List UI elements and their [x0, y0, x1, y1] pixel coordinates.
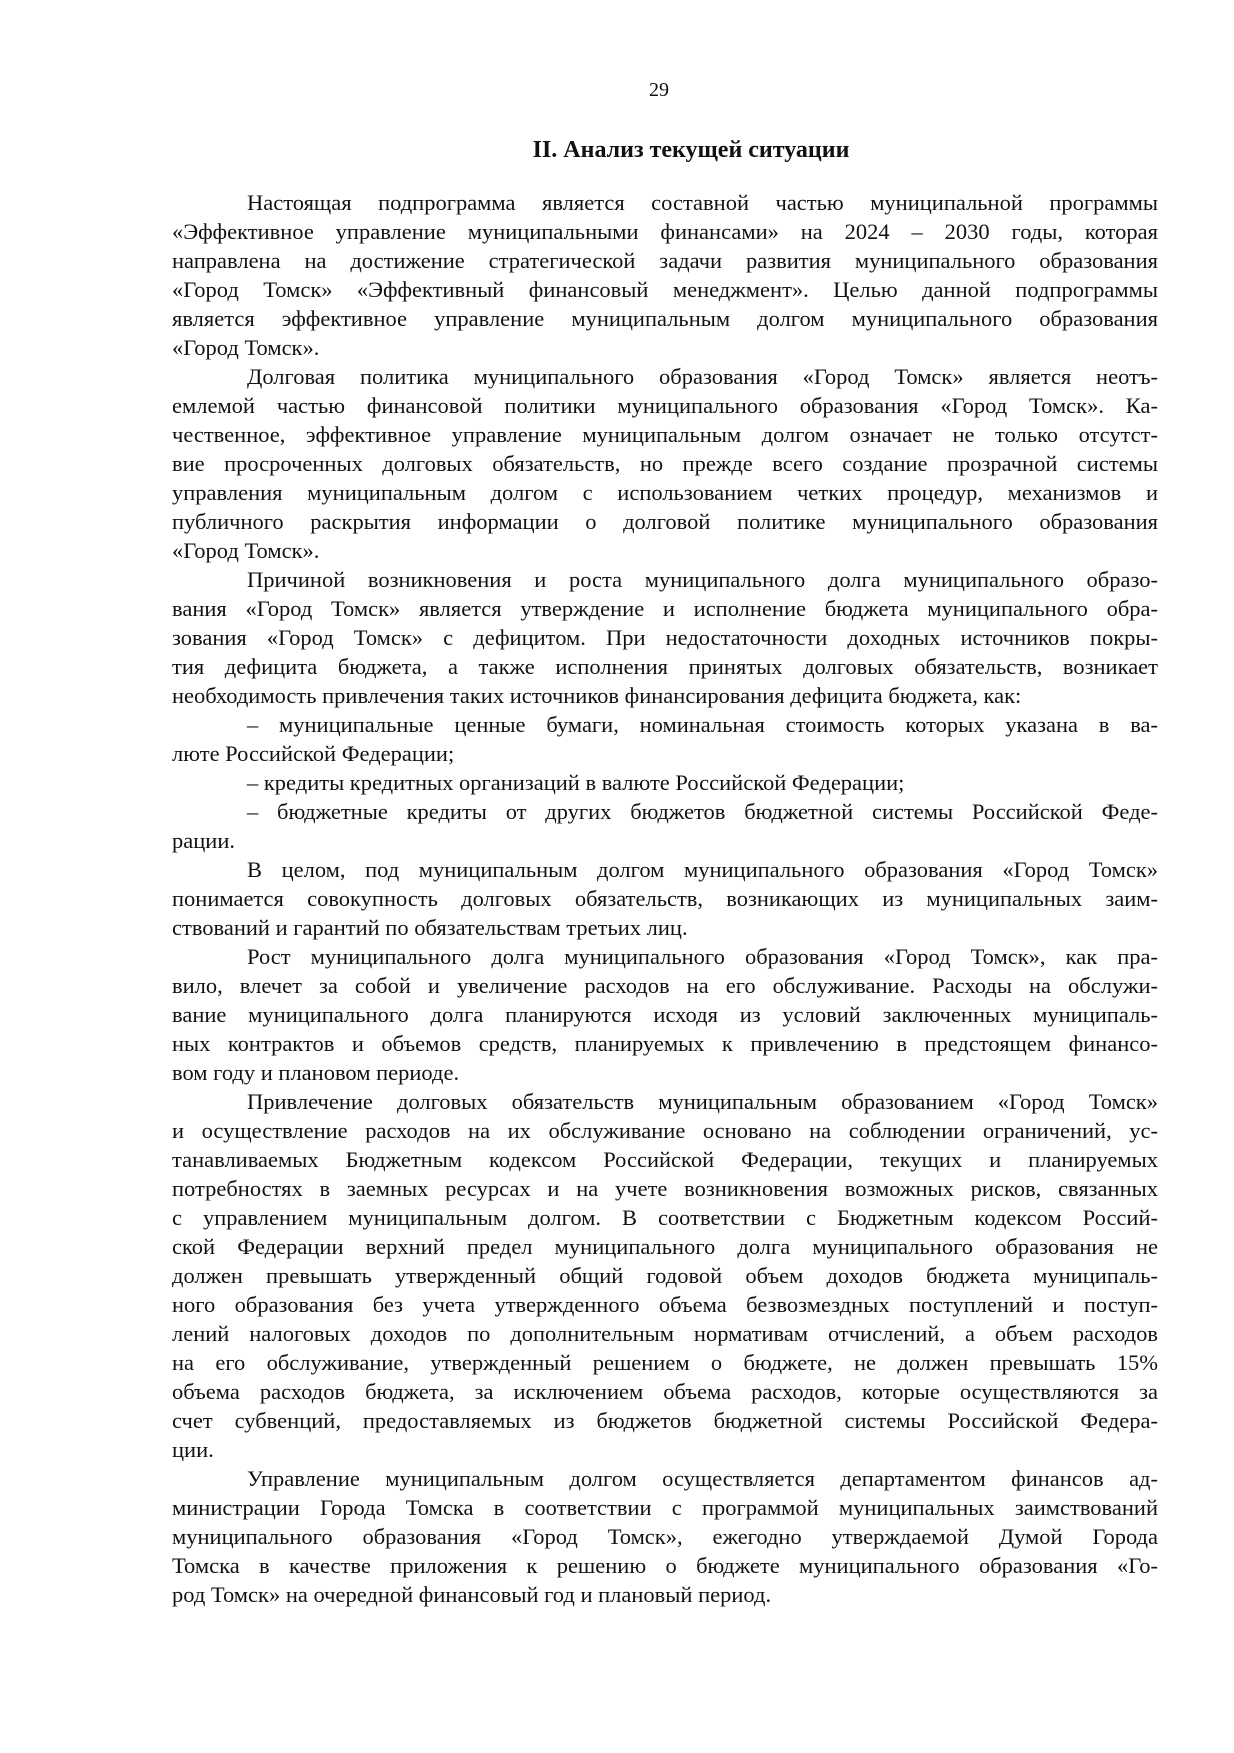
text-line: вие просроченных долговых обязательств, но прежде всего создание прозрачной системы — [172, 451, 1158, 476]
text-line: управления муниципальным долгом с использованием четких процедур, механизмов и — [172, 480, 1158, 505]
text-line: Настоящая подпрограмма является составной частью муниципальной программы — [247, 190, 1158, 215]
text-line: на его обслуживание, утвержденный решением о бюджете, не должен превышать 15% — [172, 1350, 1158, 1375]
text-line: «Город Томск». — [172, 335, 320, 360]
text-line: понимается совокупность долговых обязательств, возникающих из муниципальных заим- — [172, 886, 1158, 911]
paragraph — [172, 797, 1158, 855]
paragraph — [172, 565, 1158, 710]
text-line: «Город Томск». — [172, 538, 320, 563]
paragraph — [172, 768, 1158, 797]
text-line: Долговая политика муниципального образования «Город Томск» является неотъ- — [247, 364, 1158, 389]
paragraph — [172, 942, 1158, 1087]
text-line: необходимость привлечения таких источников финансирования дефицита бюджета, как: — [172, 683, 1022, 708]
text-line: должен превышать утвержденный общий годовой объем доходов бюджета муниципаль- — [172, 1263, 1158, 1288]
text-line: род Томск» на очередной финансовый год и плановый период. — [172, 1582, 772, 1607]
paragraph — [172, 362, 1158, 565]
text-line: лений налоговых доходов по дополнительным нормативам отчислений, а объем расходов — [172, 1321, 1158, 1346]
text-line: Рост муниципального долга муниципального образования «Город Томск», как пра- — [247, 944, 1158, 969]
text-line: направлена на достижение стратегической задачи развития муниципального образования — [172, 248, 1158, 273]
text-line: вание муниципального долга планируются исходя из условий заключенных муниципаль- — [172, 1002, 1158, 1027]
text-line: потребностях в заемных ресурсах и на учете возникновения возможных рисков, связанных — [172, 1176, 1158, 1201]
text-line: «Эффективное управление муниципальными финансами» на 2024 – 2030 годы, которая — [172, 219, 1158, 244]
text-line: является эффективное управление муниципальным долгом муниципального образования — [172, 306, 1158, 331]
text-line: тия дефицита бюджета, а также исполнения принятых долговых обязательств, возникает — [172, 654, 1158, 679]
paragraph — [172, 188, 1158, 362]
text-line: и осуществление расходов на их обслуживание основано на соблюдении ограничений, ус- — [172, 1118, 1158, 1143]
text-line: танавливаемых Бюджетным кодексом Российской Федерации, текущих и планируемых — [172, 1147, 1158, 1172]
paragraph — [172, 1087, 1158, 1464]
text-line: Привлечение долговых обязательств муниципальным образованием «Город Томск» — [247, 1089, 1158, 1114]
text-line: зования «Город Томск» с дефицитом. При недостаточности доходных источников покры- — [172, 625, 1158, 650]
text-line: чественное, эффективное управление муниципальным долгом означает не только отсутст- — [172, 422, 1158, 447]
document-body — [172, 188, 1158, 1609]
text-line: ствований и гарантий по обязательствам третьих лиц. — [172, 915, 688, 940]
text-line: рации. — [172, 828, 235, 853]
text-line: ных контрактов и объемов средств, планируемых к привлечению в предстоящем финансо- — [172, 1031, 1158, 1056]
text-line: люте Российской Федерации; — [172, 741, 455, 766]
text-line: объема расходов бюджета, за исключением объема расходов, которые осуществляются за — [172, 1379, 1158, 1404]
paragraph — [172, 1464, 1158, 1609]
text-line: Управление муниципальным долгом осуществляется департаментом финансов ад- — [247, 1466, 1158, 1491]
section-title: II. Анализ текущей ситуации — [532, 137, 850, 163]
text-line: с управлением муниципальным долгом. В соответствии с Бюджетным кодексом Россий- — [172, 1205, 1158, 1230]
text-line: «Город Томск» «Эффективный финансовый менеджмент». Целью данной подпрограммы — [172, 277, 1158, 302]
text-line: счет субвенций, предоставляемых из бюджетов бюджетной системы Российской Федера- — [172, 1408, 1158, 1433]
text-line: министрации Города Томска в соответствии с программой муниципальных заимствований — [172, 1495, 1158, 1520]
page-number: 29 — [649, 79, 669, 101]
text-line: ции. — [172, 1437, 214, 1462]
text-line: емлемой частью финансовой политики муниципального образования «Город Томск». Ка- — [172, 393, 1158, 418]
text-line: Томска в качестве приложения к решению о бюджете муниципального образования «Го- — [172, 1553, 1158, 1578]
text-line: – бюджетные кредиты от других бюджетов бюджетной системы Российской Феде- — [247, 799, 1158, 824]
text-line: вания «Город Томск» является утверждение и исполнение бюджета муниципального обра- — [172, 596, 1158, 621]
text-line: В целом, под муниципальным долгом муниципального образования «Город Томск» — [247, 857, 1158, 882]
text-line: вом году и плановом периоде. — [172, 1060, 460, 1085]
text-line: – муниципальные ценные бумаги, номинальная стоимость которых указана в ва- — [247, 712, 1158, 737]
text-line: вило, влечет за собой и увеличение расходов на его обслуживание. Расходы на обслужи- — [172, 973, 1158, 998]
text-line: публичного раскрытия информации о долговой политике муниципального образования — [172, 509, 1158, 534]
text-line: ного образования без учета утвержденного объема безвозмездных поступлений и поступ- — [172, 1292, 1158, 1317]
text-line: муниципального образования «Город Томск», ежегодно утверждаемой Думой Города — [172, 1524, 1158, 1549]
text-line: Причиной возникновения и роста муниципального долга муниципального образо- — [247, 567, 1158, 592]
text-line: – кредиты кредитных организаций в валюте Российской Федерации; — [247, 770, 905, 795]
paragraph — [172, 710, 1158, 768]
text-line: ской Федерации верхний предел муниципального долга муниципального образования не — [172, 1234, 1158, 1259]
paragraph — [172, 855, 1158, 942]
